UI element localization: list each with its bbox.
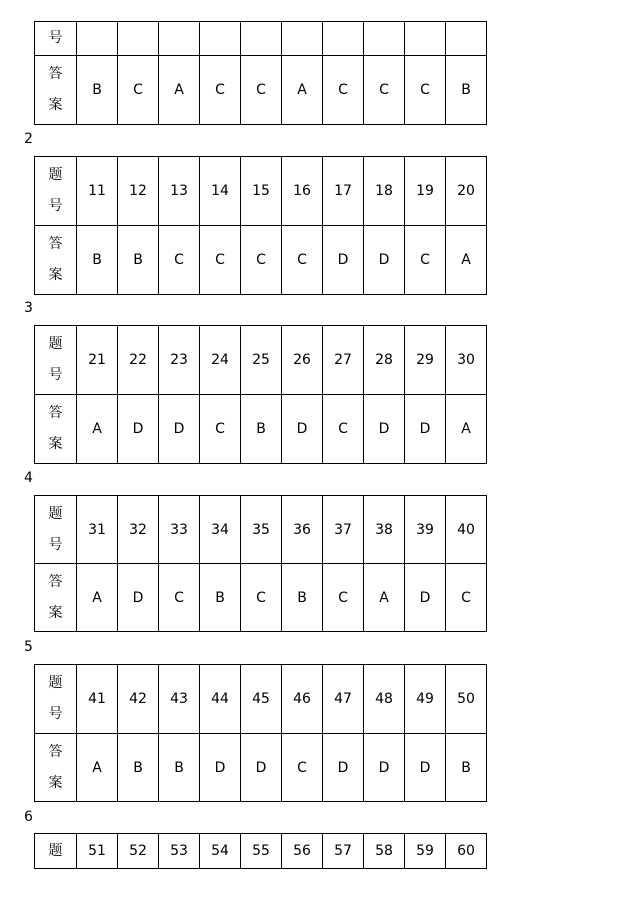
answer-cell: D [364,734,405,802]
answer-header-char: 案 [48,267,63,283]
answer-cell: B [77,56,118,125]
answer-cell: B [118,734,159,802]
question-number-header-char: 号 [48,198,63,214]
answer-table [34,495,487,632]
question-number-cell: 36 [282,496,323,564]
question-number-cell: 43 [159,665,200,734]
question-number-cell: 57 [323,834,364,869]
answer-header-char: 答 [48,66,63,82]
question-number-cell: 25 [241,326,282,395]
question-number-cell: 54 [200,834,241,869]
answer-cell: A [77,395,118,464]
question-number-cell [159,22,200,56]
answer-cell: A [364,564,405,632]
question-number-cell: 45 [241,665,282,734]
answer-header-char: 案 [48,436,63,452]
answer-table [34,21,487,125]
answer-cell: A [77,564,118,632]
answer-cell: C [405,226,446,295]
answer-cell: C [323,564,364,632]
question-number-header-char: 号 [48,706,63,722]
answer-cell: C [241,226,282,295]
question-number-row [35,157,487,226]
answer-cell: B [77,226,118,295]
answer-cell: C [405,56,446,125]
answer-cell: D [159,395,200,464]
answer-cell: D [364,395,405,464]
question-number-header [35,22,77,56]
question-number-cell: 18 [364,157,405,226]
question-number-cell [200,22,241,56]
question-number-cell: 52 [118,834,159,869]
question-number-cell [323,22,364,56]
answer-cell: B [241,395,282,464]
answer-cell: D [323,734,364,802]
section-number: 3 [24,300,33,316]
answer-header-char: 案 [48,604,63,621]
answer-cell: C [241,56,282,125]
answer-header-char: 案 [48,97,63,113]
question-number-cell: 30 [446,326,487,395]
answer-cell: C [200,395,241,464]
question-number-cell: 32 [118,496,159,564]
answer-cell: C [282,734,323,802]
answer-row [35,564,487,632]
question-number-cell: 22 [118,326,159,395]
answer-cell: D [118,395,159,464]
answer-cell: A [446,395,487,464]
answer-cell: B [282,564,323,632]
question-number-row [35,834,487,869]
answer-cell: D [323,226,364,295]
question-number-cell: 50 [446,665,487,734]
answer-cell: B [118,226,159,295]
section-number: 6 [24,809,33,825]
question-number-cell: 39 [405,496,446,564]
question-number-cell: 38 [364,496,405,564]
answer-table [34,325,487,464]
section-number: 2 [24,131,33,147]
question-number-cell: 42 [118,665,159,734]
question-number-cell: 59 [405,834,446,869]
question-number-cell: 46 [282,665,323,734]
question-number-cell: 19 [405,157,446,226]
answer-cell: A [159,56,200,125]
question-number-cell: 35 [241,496,282,564]
answer-cell: A [446,226,487,295]
answer-cell: D [118,564,159,632]
answer-cell: C [200,56,241,125]
question-number-cell: 14 [200,157,241,226]
answer-header [35,226,77,295]
answer-cell: D [405,395,446,464]
question-number-cell: 44 [200,665,241,734]
question-number-row [35,496,487,564]
answer-cell: A [282,56,323,125]
question-number-cell: 31 [77,496,118,564]
answer-row [35,56,487,125]
question-number-cell: 21 [77,326,118,395]
question-number-row [35,326,487,395]
question-number-cell: 23 [159,326,200,395]
question-number-header [35,834,77,869]
question-number-header-char: 号 [48,367,63,383]
question-number-cell: 20 [446,157,487,226]
question-number-cell: 12 [118,157,159,226]
question-number-row [35,665,487,734]
question-number-cell: 26 [282,326,323,395]
question-number-cell: 16 [282,157,323,226]
section-number: 4 [24,470,33,486]
answer-cell: C [323,56,364,125]
answer-cell: D [405,564,446,632]
question-number-cell: 33 [159,496,200,564]
question-number-cell [405,22,446,56]
question-number-header-char: 题 [48,167,63,183]
answer-cell: C [323,395,364,464]
answer-header-char: 答 [48,743,63,760]
answer-cell: C [241,564,282,632]
answer-header [35,395,77,464]
answer-table [34,156,487,295]
answer-cell: C [446,564,487,632]
question-number-header-char: 号 [48,536,63,553]
question-number-cell: 15 [241,157,282,226]
answer-cell: B [446,734,487,802]
answer-cell: D [282,395,323,464]
question-number-cell [118,22,159,56]
answer-cell: D [364,226,405,295]
answer-header-char: 答 [48,405,63,421]
question-number-cell: 41 [77,665,118,734]
question-number-cell [77,22,118,56]
question-number-cell: 48 [364,665,405,734]
question-number-header [35,326,77,395]
question-number-header [35,496,77,564]
question-number-cell [446,22,487,56]
question-number-cell: 27 [323,326,364,395]
question-number-cell [241,22,282,56]
answer-cell: C [364,56,405,125]
question-number-row [35,22,487,56]
question-number-header-char: 题 [48,336,63,352]
question-number-cell: 24 [200,326,241,395]
answer-row [35,395,487,464]
answer-cell: A [77,734,118,802]
answer-cell: D [200,734,241,802]
question-number-cell: 13 [159,157,200,226]
question-number-cell: 11 [77,157,118,226]
answer-cell: C [282,226,323,295]
answer-cell: D [405,734,446,802]
answer-table [34,833,487,869]
answer-cell: C [159,564,200,632]
question-number-header [35,665,77,734]
answer-row [35,226,487,295]
question-number-cell: 47 [323,665,364,734]
answer-header-char: 案 [48,774,63,791]
question-number-cell: 28 [364,326,405,395]
question-number-cell: 55 [241,834,282,869]
answer-header-char: 答 [48,236,63,252]
answer-header [35,734,77,802]
question-number-cell: 37 [323,496,364,564]
question-number-cell: 29 [405,326,446,395]
question-number-header-char: 号 [48,30,63,46]
question-number-cell [364,22,405,56]
answer-table [34,664,487,802]
question-number-cell [282,22,323,56]
answer-header [35,56,77,125]
question-number-header-char: 题 [48,842,63,859]
question-number-cell: 56 [282,834,323,869]
answer-cell: C [159,226,200,295]
answer-cell: C [200,226,241,295]
question-number-cell: 34 [200,496,241,564]
answer-header [35,564,77,632]
answer-cell: D [241,734,282,802]
answer-cell: B [200,564,241,632]
question-number-cell: 17 [323,157,364,226]
answer-row [35,734,487,802]
question-number-cell: 53 [159,834,200,869]
answer-header-char: 答 [48,573,63,590]
answer-cell: B [446,56,487,125]
question-number-header-char: 题 [48,505,63,522]
question-number-cell: 60 [446,834,487,869]
section-number: 5 [24,639,33,655]
question-number-cell: 58 [364,834,405,869]
question-number-header [35,157,77,226]
question-number-cell: 40 [446,496,487,564]
answer-cell: C [118,56,159,125]
answer-cell: B [159,734,200,802]
question-number-cell: 49 [405,665,446,734]
question-number-header-char: 题 [48,675,63,691]
question-number-cell: 51 [77,834,118,869]
